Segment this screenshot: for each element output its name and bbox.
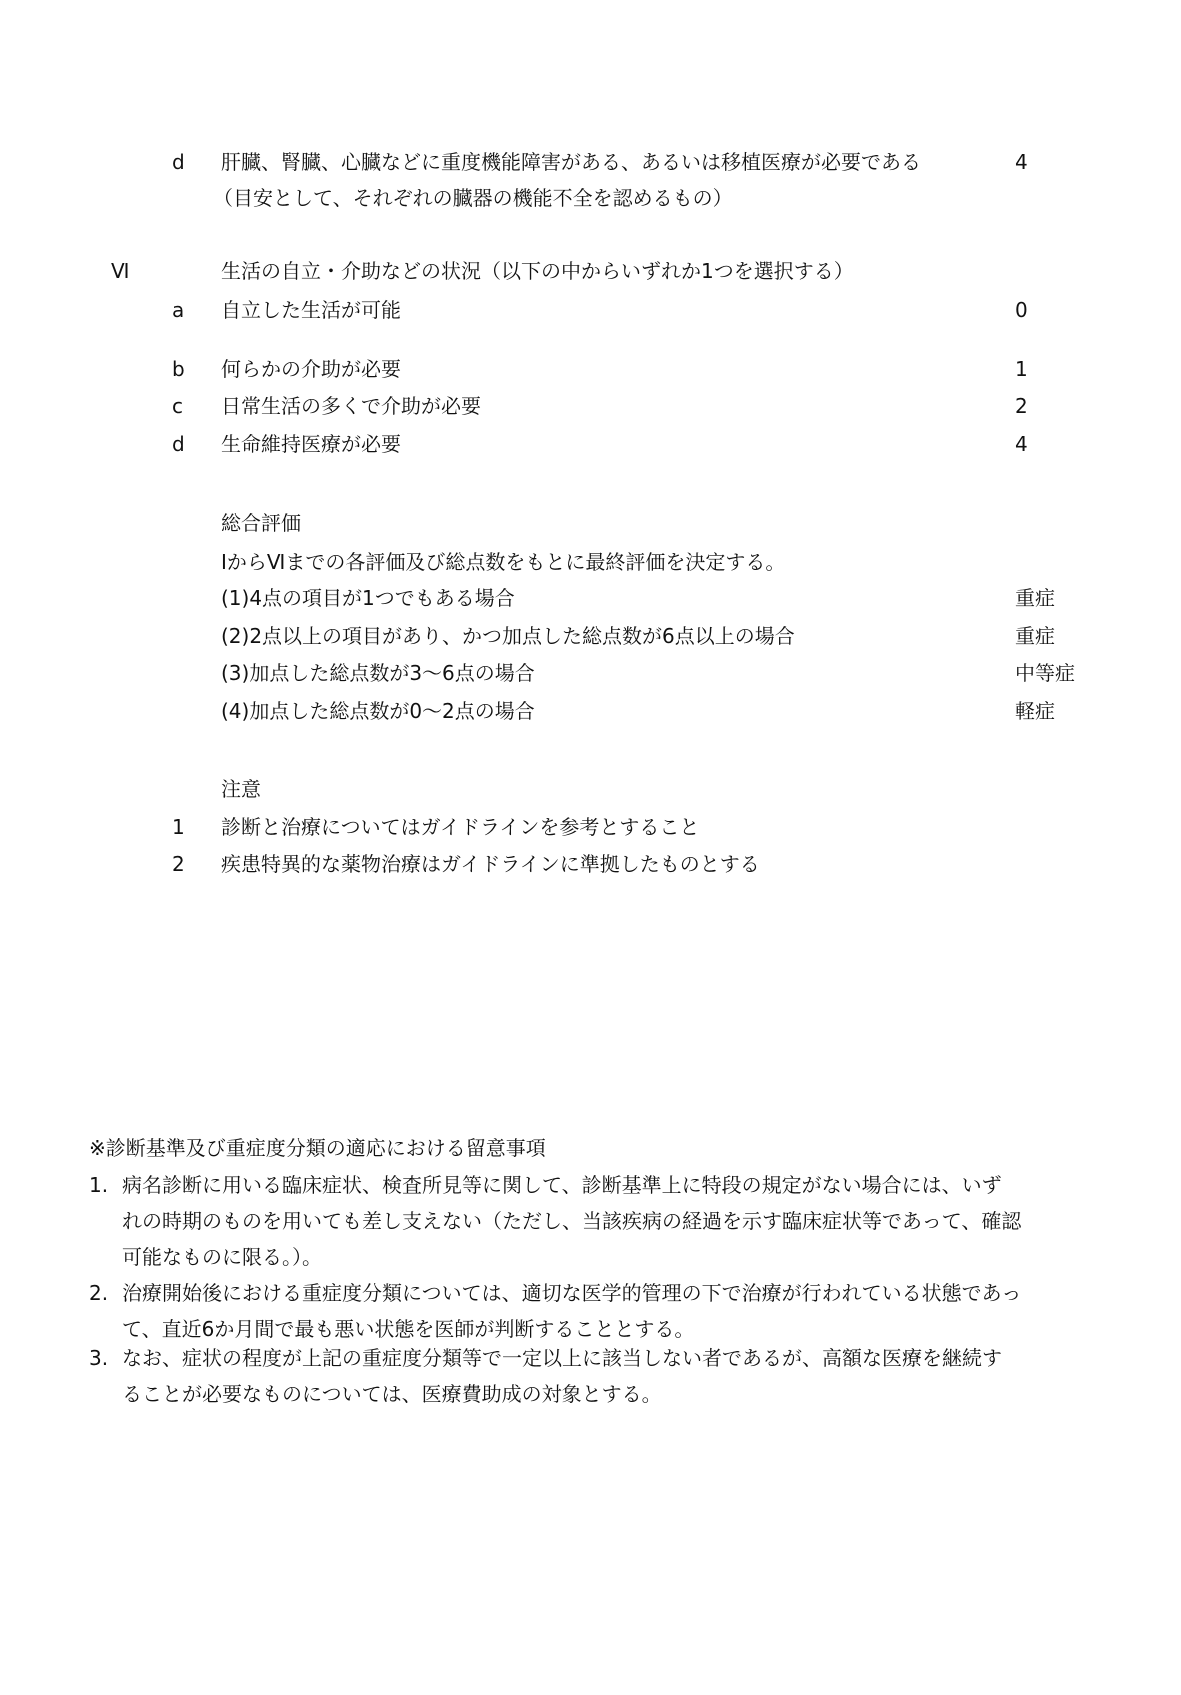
item-note: （目安として、それぞれの臓器の機能不全を認めるもの） — [213, 186, 733, 210]
caution-text: 疾患特異的な薬物治療はガイドラインに準拠したものとする — [221, 852, 760, 876]
section-numeral: Ⅵ — [111, 259, 130, 283]
note-line: れの時期のものを用いても差し支えない（ただし、当該疾病の経過を示す臨床症状等であって、確認 — [122, 1209, 1022, 1233]
caution-num: 2 — [172, 852, 185, 876]
notes-heading: ※診断基準及び重症度分類の適応における留意事項 — [89, 1136, 546, 1160]
item-label: a — [172, 298, 185, 322]
caution-heading: 注意 — [221, 777, 261, 801]
item-score: 1 — [1015, 357, 1028, 381]
item-label: c — [172, 394, 183, 418]
item-label: d — [172, 432, 185, 456]
item-score: 4 — [1015, 432, 1028, 456]
rule-result: 重症 — [1015, 624, 1055, 648]
item-label: d — [172, 150, 185, 174]
caution-text: 診断と治療についてはガイドラインを参考とすること — [221, 815, 700, 839]
note-line: 治療開始後における重症度分類については、適切な医学的管理の下で治療が行われている状態であっ — [122, 1281, 1022, 1305]
note-num: 1. — [89, 1173, 109, 1197]
item-text: 生命維持医療が必要 — [221, 432, 401, 456]
note-line: 可能なものに限る。）。 — [122, 1245, 322, 1269]
rule-result: 重症 — [1015, 586, 1055, 610]
item-text: 何らかの介助が必要 — [221, 357, 401, 381]
item-text: 肝臓、腎臓、心臓などに重度機能障害がある、あるいは移植医療が必要である — [221, 150, 921, 174]
rule-text: (1)4点の項目が1つでもある場合 — [221, 586, 515, 610]
note-line: なお、症状の程度が上記の重症度分類等で一定以上に該当しない者であるが、高額な医療を継続す — [122, 1346, 1002, 1370]
item-text: 日常生活の多くで介助が必要 — [221, 394, 481, 418]
overall-heading: 総合評価 — [221, 511, 301, 535]
caution-num: 1 — [172, 815, 185, 839]
overall-intro: ⅠからⅥまでの各評価及び総点数をもとに最終評価を決定する。 — [221, 550, 786, 574]
note-line: ることが必要なものについては、医療費助成の対象とする。 — [122, 1382, 662, 1406]
section-title: 生活の自立・介助などの状況（以下の中からいずれか1つを選択する） — [221, 259, 854, 283]
item-text: 自立した生活が可能 — [221, 298, 401, 322]
note-num: 3. — [89, 1346, 109, 1370]
rule-text: (3)加点した総点数が3～6点の場合 — [221, 661, 535, 685]
rule-result: 中等症 — [1015, 661, 1075, 685]
rule-text: (2)2点以上の項目があり、かつ加点した総点数が6点以上の場合 — [221, 624, 795, 648]
item-label: b — [172, 357, 185, 381]
note-line: て、直近6か月間で最も悪い状態を医師が判断することとする。 — [122, 1317, 695, 1341]
note-num: 2. — [89, 1281, 109, 1305]
item-score: 4 — [1015, 150, 1028, 174]
rule-text: (4)加点した総点数が0～2点の場合 — [221, 699, 535, 723]
item-score: 0 — [1015, 298, 1028, 322]
item-score: 2 — [1015, 394, 1028, 418]
note-line: 病名診断に用いる臨床症状、検査所見等に関して、診断基準上に特段の規定がない場合には、いず — [122, 1173, 1002, 1197]
rule-result: 軽症 — [1015, 699, 1055, 723]
